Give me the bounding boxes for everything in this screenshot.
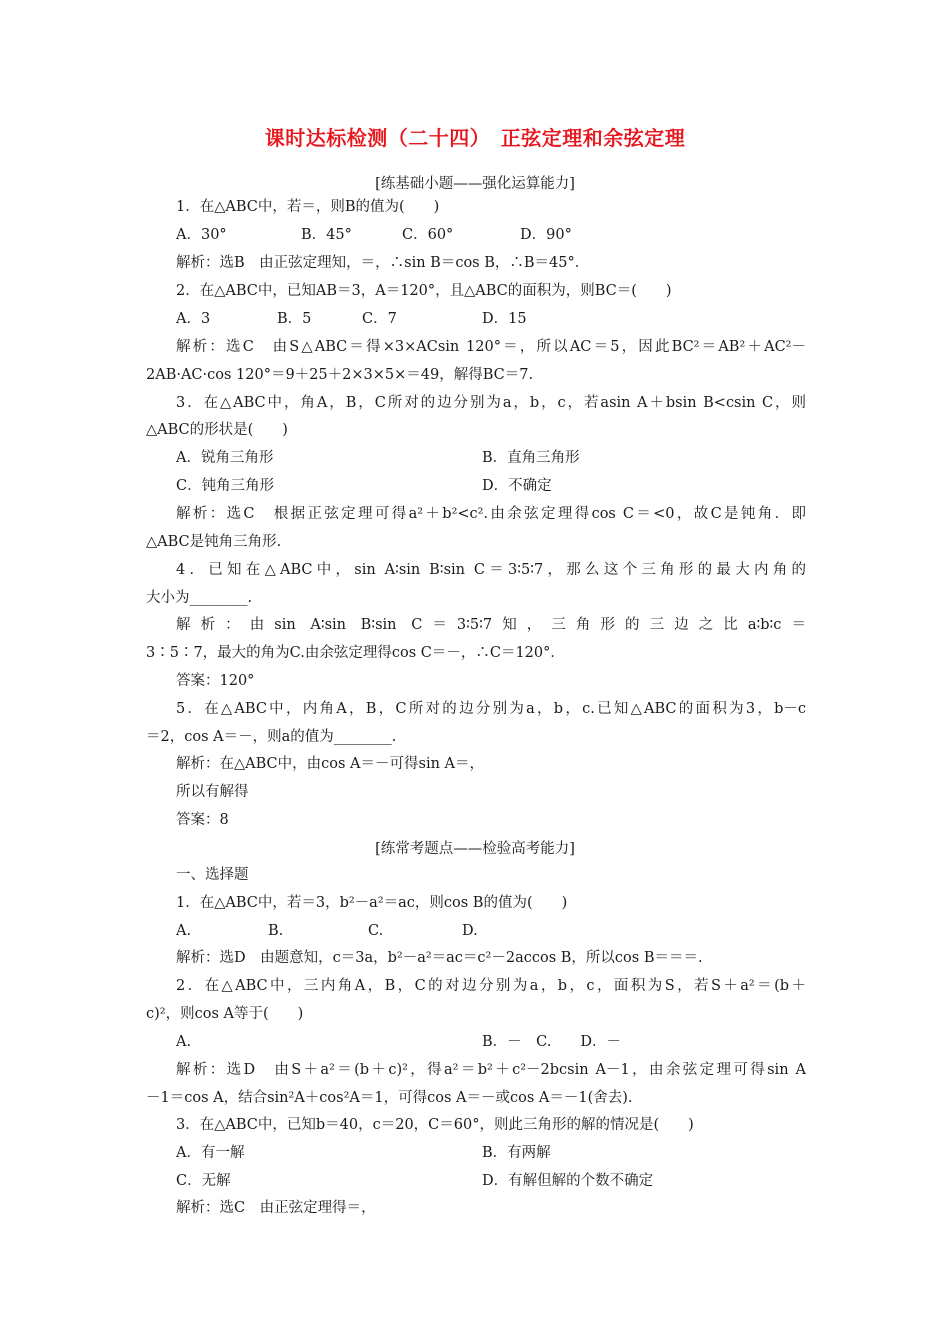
solution-2-line-2: 2AB·AC·cos 120°＝9＋25＋2×3×5×＝49，解得BC＝7. bbox=[146, 367, 534, 383]
option-c: C．60° bbox=[402, 227, 454, 243]
option-a: A．有一解 bbox=[176, 1145, 245, 1161]
option-b: B．直角三角形 bbox=[482, 450, 580, 466]
option-a: A．锐角三角形 bbox=[176, 450, 274, 466]
question-5-line-2: ＝2，cos A＝－，则a的值为________. bbox=[146, 729, 397, 745]
solution-2-line-1: 解析：选C 由S△ABC＝得×3×ACsin 120°＝，所以AC＝5，因此BC²＝AB²＋AC²－ bbox=[176, 339, 806, 355]
option-a: A．30° bbox=[176, 227, 227, 243]
option-b: B．有两解 bbox=[482, 1145, 551, 1161]
question-4-line-2: 大小为________. bbox=[146, 590, 253, 606]
solution-2-line-1: 解析：选D 由S＋a²＝(b＋c)²，得a²＝b²＋c²－2bcsin A－1，由余弦定理可得sin A bbox=[176, 1062, 806, 1078]
question-5-line-1: 5．在△ABC中，内角A，B，C所对的边分别为a，b，c.已知△ABC的面积为3，b－c bbox=[176, 701, 806, 717]
question-2-line-1: 2．在△ABC中，三内角A，B，C的对边分别为a，b，c，面积为S，若S＋a²＝(b＋ bbox=[176, 978, 806, 994]
solution-1: 解析：选B 由正弦定理知，＝，∴sin B＝cos B，∴B＝45°． bbox=[176, 255, 590, 271]
option-a: A．3 bbox=[176, 311, 211, 327]
page-title: 课时达标检测（二十四） 正弦定理和余弦定理 bbox=[264, 126, 686, 150]
option-d: D．90° bbox=[520, 227, 572, 243]
solution-2-line-2: －1＝cos A，结合sin²A＋cos²A＝1，可得cos A＝－或cos A＝－1(舍去). bbox=[146, 1090, 633, 1106]
subsection-heading: 一、选择题 bbox=[176, 867, 249, 883]
option-d: D．有解但解的个数不确定 bbox=[482, 1173, 654, 1189]
option-d: D．15 bbox=[482, 311, 527, 327]
solution-5-line-2: 所以有解得 bbox=[176, 784, 249, 800]
question-3-line-1: 3．在△ABC中，角A，B，C所对的边分别为a，b，c，若asin A＋bsin B<csin C，则 bbox=[176, 395, 806, 411]
option-c: C. bbox=[368, 923, 384, 939]
question-3: 3．在△ABC中，已知b＝40，c＝20，C＝60°，则此三角形的解的情况是( ) bbox=[176, 1117, 694, 1133]
option-d: D. bbox=[462, 923, 478, 939]
solution-4-line-1: 解析：由sin A∶sin B∶sin C＝3∶5∶7知，三角形的三边之比a∶b∶c＝ bbox=[176, 617, 806, 633]
section-heading-exam: [练常考题点——检验高考能力] bbox=[375, 841, 575, 857]
question-2-line-2: c)²，则cos A等于( ) bbox=[146, 1006, 304, 1022]
solution-5-line-1: 解析：在△ABC中，由cos A＝－可得sin A＝， bbox=[176, 756, 485, 772]
question-3-line-2: △ABC的形状是( ) bbox=[146, 422, 288, 438]
option-a: A. bbox=[176, 1034, 192, 1050]
question-1: 1．在△ABC中，若＝3，b²－a²＝ac，则cos B的值为( ) bbox=[176, 895, 568, 911]
solution-3-line-2: △ABC是钝角三角形. bbox=[146, 534, 282, 550]
solution-4-line-2: 3∶5∶7，最大的角为C.由余弦定理得cos C＝－，∴C＝120°． bbox=[146, 645, 565, 661]
solution-1: 解析：选D 由题意知，c＝3a，b²－a²＝ac＝c²－2accos B，所以cos B＝＝＝. bbox=[176, 950, 703, 966]
option-c: C．钝角三角形 bbox=[176, 478, 275, 494]
option-c: C．无解 bbox=[176, 1173, 231, 1189]
option-b: B．5 bbox=[277, 311, 312, 327]
option-a: A. bbox=[176, 923, 192, 939]
section-heading-basic: [练基础小题——强化运算能力] bbox=[375, 176, 575, 192]
options-b-c-d: B．－ C. D．－ bbox=[482, 1034, 621, 1050]
answer-4: 答案：120° bbox=[176, 673, 255, 689]
question-1: 1．在△ABC中，若＝，则B的值为( ) bbox=[176, 199, 440, 215]
solution-3: 解析：选C 由正弦定理得＝， bbox=[176, 1200, 376, 1216]
question-2: 2．在△ABC中，已知AB＝3，A＝120°，且△ABC的面积为，则BC＝( ) bbox=[176, 283, 672, 299]
option-d: D．不确定 bbox=[482, 478, 552, 494]
option-b: B．45° bbox=[301, 227, 352, 243]
option-b: B. bbox=[268, 923, 284, 939]
option-c: C．7 bbox=[362, 311, 397, 327]
solution-3-line-1: 解析：选C 根据正弦定理可得a²＋b²<c².由余弦定理得cos C＝<0，故C是钝角．即 bbox=[176, 506, 806, 522]
question-4-line-1: 4．已知在△ABC中，sin A∶sin B∶sin C＝3∶5∶7，那么这个三角形的最大内角的 bbox=[176, 562, 806, 578]
answer-5: 答案：8 bbox=[176, 812, 229, 828]
